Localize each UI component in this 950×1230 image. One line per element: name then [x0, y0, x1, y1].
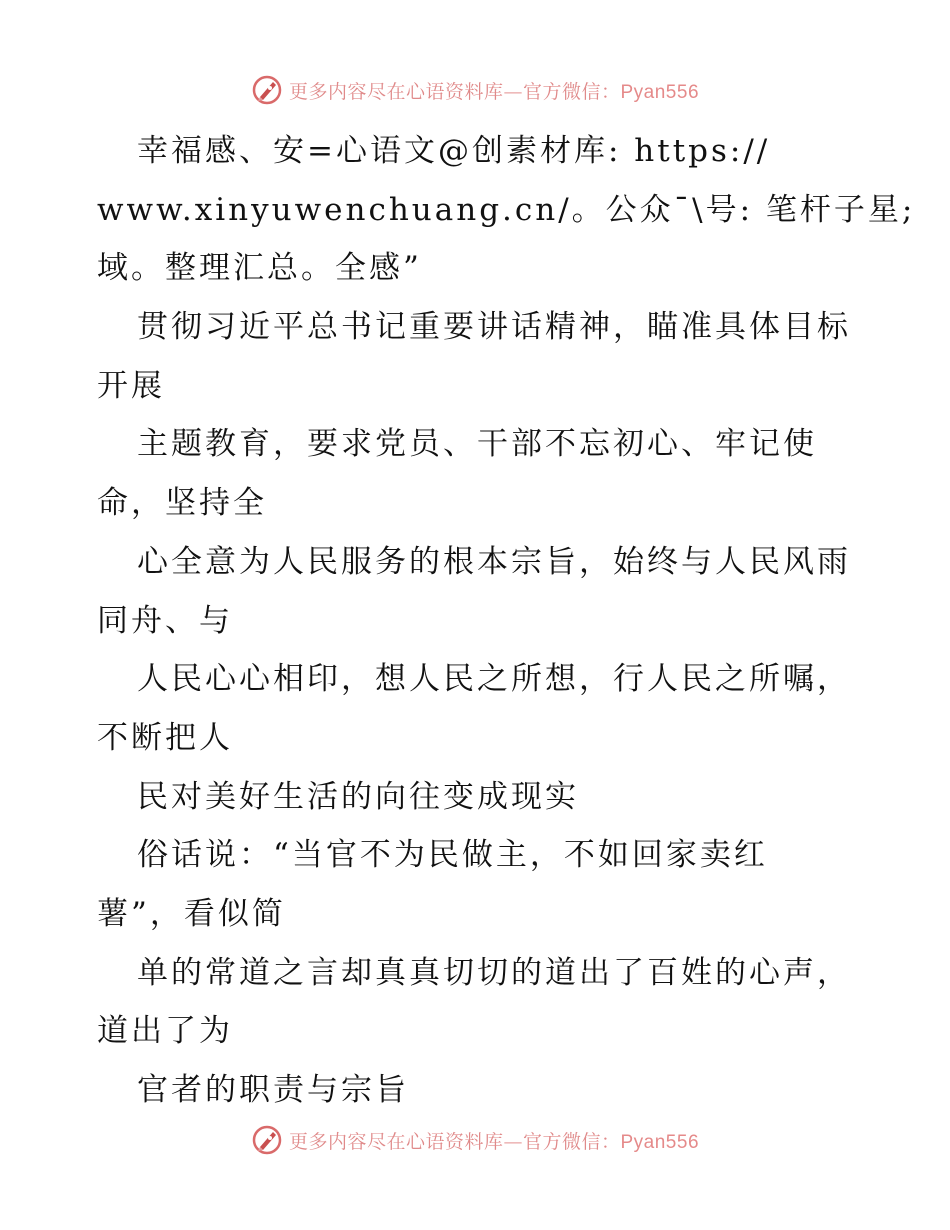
watermark-group [251, 74, 699, 106]
watermark-text: 更多内容尽在心语资料库—官方微信：Pyan556 [288, 1130, 700, 1153]
pen-logo-icon [251, 74, 283, 106]
header-watermark [0, 70, 950, 110]
text-line: 心全意为人民服务的根本宗旨，始终与人民风雨 [137, 543, 851, 580]
watermark-text: 更多内容尽在心语资料库—官方微信：Pyan556 [288, 80, 700, 103]
text-line: 不断把人 [97, 719, 233, 756]
text-line: 同舟、与 [97, 602, 233, 639]
document-body [97, 122, 916, 1120]
text-line: 贯彻习近平总书记重要讲话精神，瞄准具体目标 [137, 309, 851, 346]
pen-logo-icon [251, 1124, 283, 1156]
text-line: 开展 [97, 367, 165, 404]
text-line: www.xinyuwenchuang.cn/。公众¯\号: 笔杆子星; [97, 191, 916, 228]
watermark-group [251, 1124, 699, 1156]
text-line: 单的常道之言却真真切切的道出了百姓的心声， [137, 954, 851, 991]
text-line: 域。整理汇总。全感” [97, 250, 422, 287]
text-line: 官者的职责与宗旨 [137, 1072, 409, 1108]
text-line: 道出了为 [97, 1013, 233, 1050]
text-line: 命，坚持全 [97, 485, 267, 522]
footer-watermark [0, 1120, 950, 1160]
text-line: 主题教育，要求党员、干部不忘初心、牢记使 [137, 426, 817, 463]
text-line: 民对美好生活的向往变成现实 [137, 778, 579, 815]
text-line: 俗话说：“当官不为民做主，不如回家卖红 [137, 837, 768, 874]
text-line: 幸福感、安=心语文@创素材库: https:// [137, 133, 771, 169]
text-line: 人民心心相印，想人民之所想，行人民之所嘱， [137, 661, 851, 698]
text-line: 薯”，看似简 [97, 895, 286, 932]
